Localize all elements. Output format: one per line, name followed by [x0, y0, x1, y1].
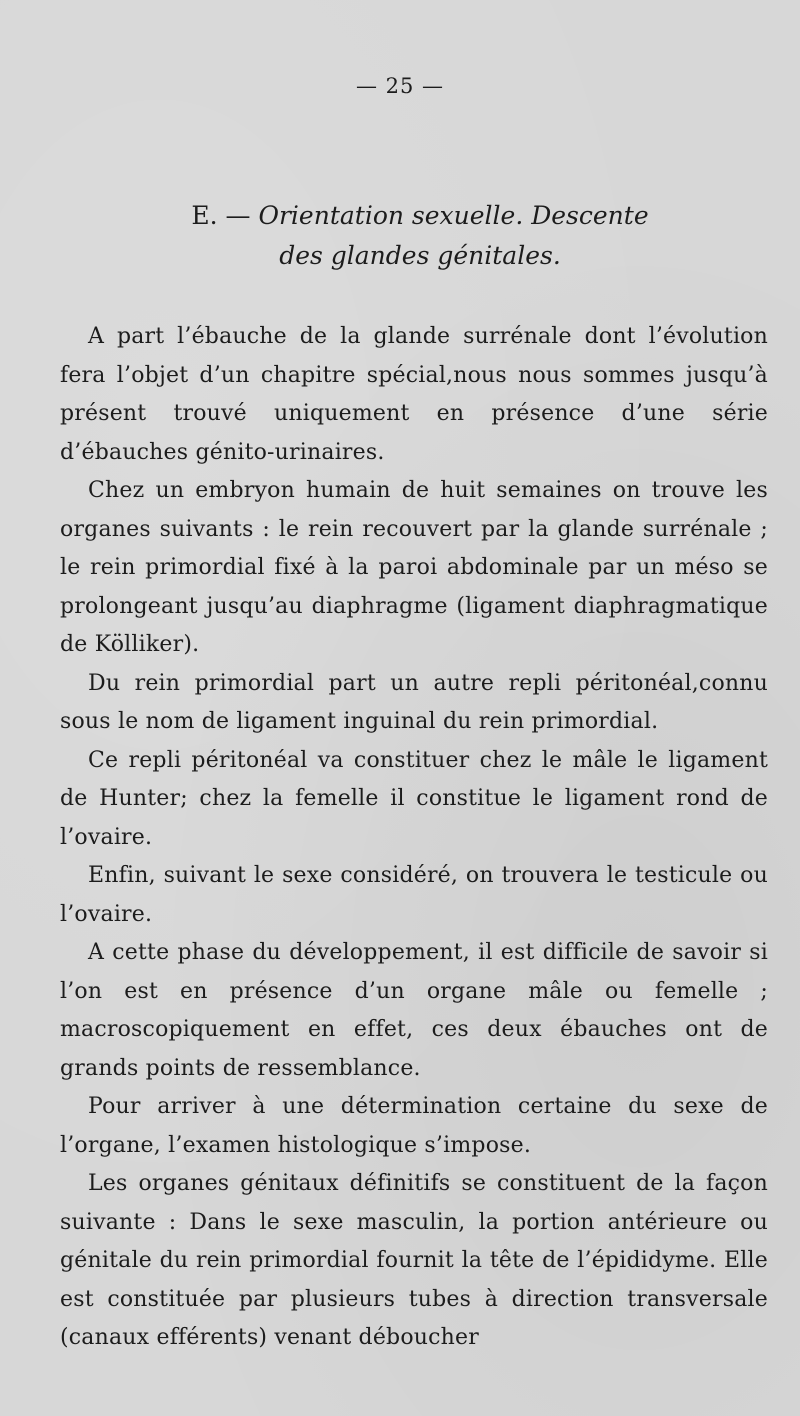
paragraph: A cette phase du développement, il est difficile de savoir si l’on est en présence d’un organe mâle ou femelle ; macroscopiquement en effet, ces deux ébauches ont de grands points de ressemblance. — [60, 940, 768, 1081]
section-label: E. — — [191, 201, 251, 230]
section-title-line-1: Orientation sexuelle. Descente — [258, 201, 649, 230]
heading-line-1 — [120, 196, 720, 236]
body-text — [60, 318, 768, 1358]
paragraph: Enfin, suivant le sexe considéré, on trouvera le testicule ou l’ovaire. — [60, 863, 768, 927]
page-number: — 25 — — [355, 74, 445, 98]
paragraph: Les organes génitaux définitifs se constituent de la façon suivante : Dans le sexe masculin, la portion antérieure ou génitale du rein primordial fournit la tête de l’épididyme. Elle est constituée par plusieurs tubes à direction transversale (canaux efférents) venant déboucher — [60, 1171, 768, 1350]
paragraph: Chez un embryon humain de huit semaines on trouve les organes suivants : le rein recouvert par la glande surrénale ; le rein primordial fixé à la paroi abdominale par un méso se prolongeant jusqu’au diaphragme (ligament diaphragmatique de Kölliker). — [60, 478, 768, 657]
section-title-line-2: des glandes génitales. — [279, 241, 561, 270]
section-heading — [120, 196, 720, 276]
paragraph: Pour arriver à une détermination certaine du sexe de l’organe, l’examen histologique s’impose. — [60, 1094, 768, 1158]
paragraph: Du rein primordial part un autre repli péritonéal,connu sous le nom de ligament inguinal du rein primordial. — [60, 670, 768, 734]
paragraph: Ce repli péritonéal va constituer chez le mâle le ligament de Hunter; chez la femelle il constitue le ligament rond de l’ovaire. — [60, 747, 768, 850]
heading-line-2 — [120, 236, 720, 276]
paragraph: A part l’ébauche de la glande surrénale dont l’évolution fera l’objet d’un chapitre spécial,nous nous sommes jusqu’à présent trouvé uniquement en présence d’une série d’ébauches génito-urinaires. — [60, 324, 768, 465]
